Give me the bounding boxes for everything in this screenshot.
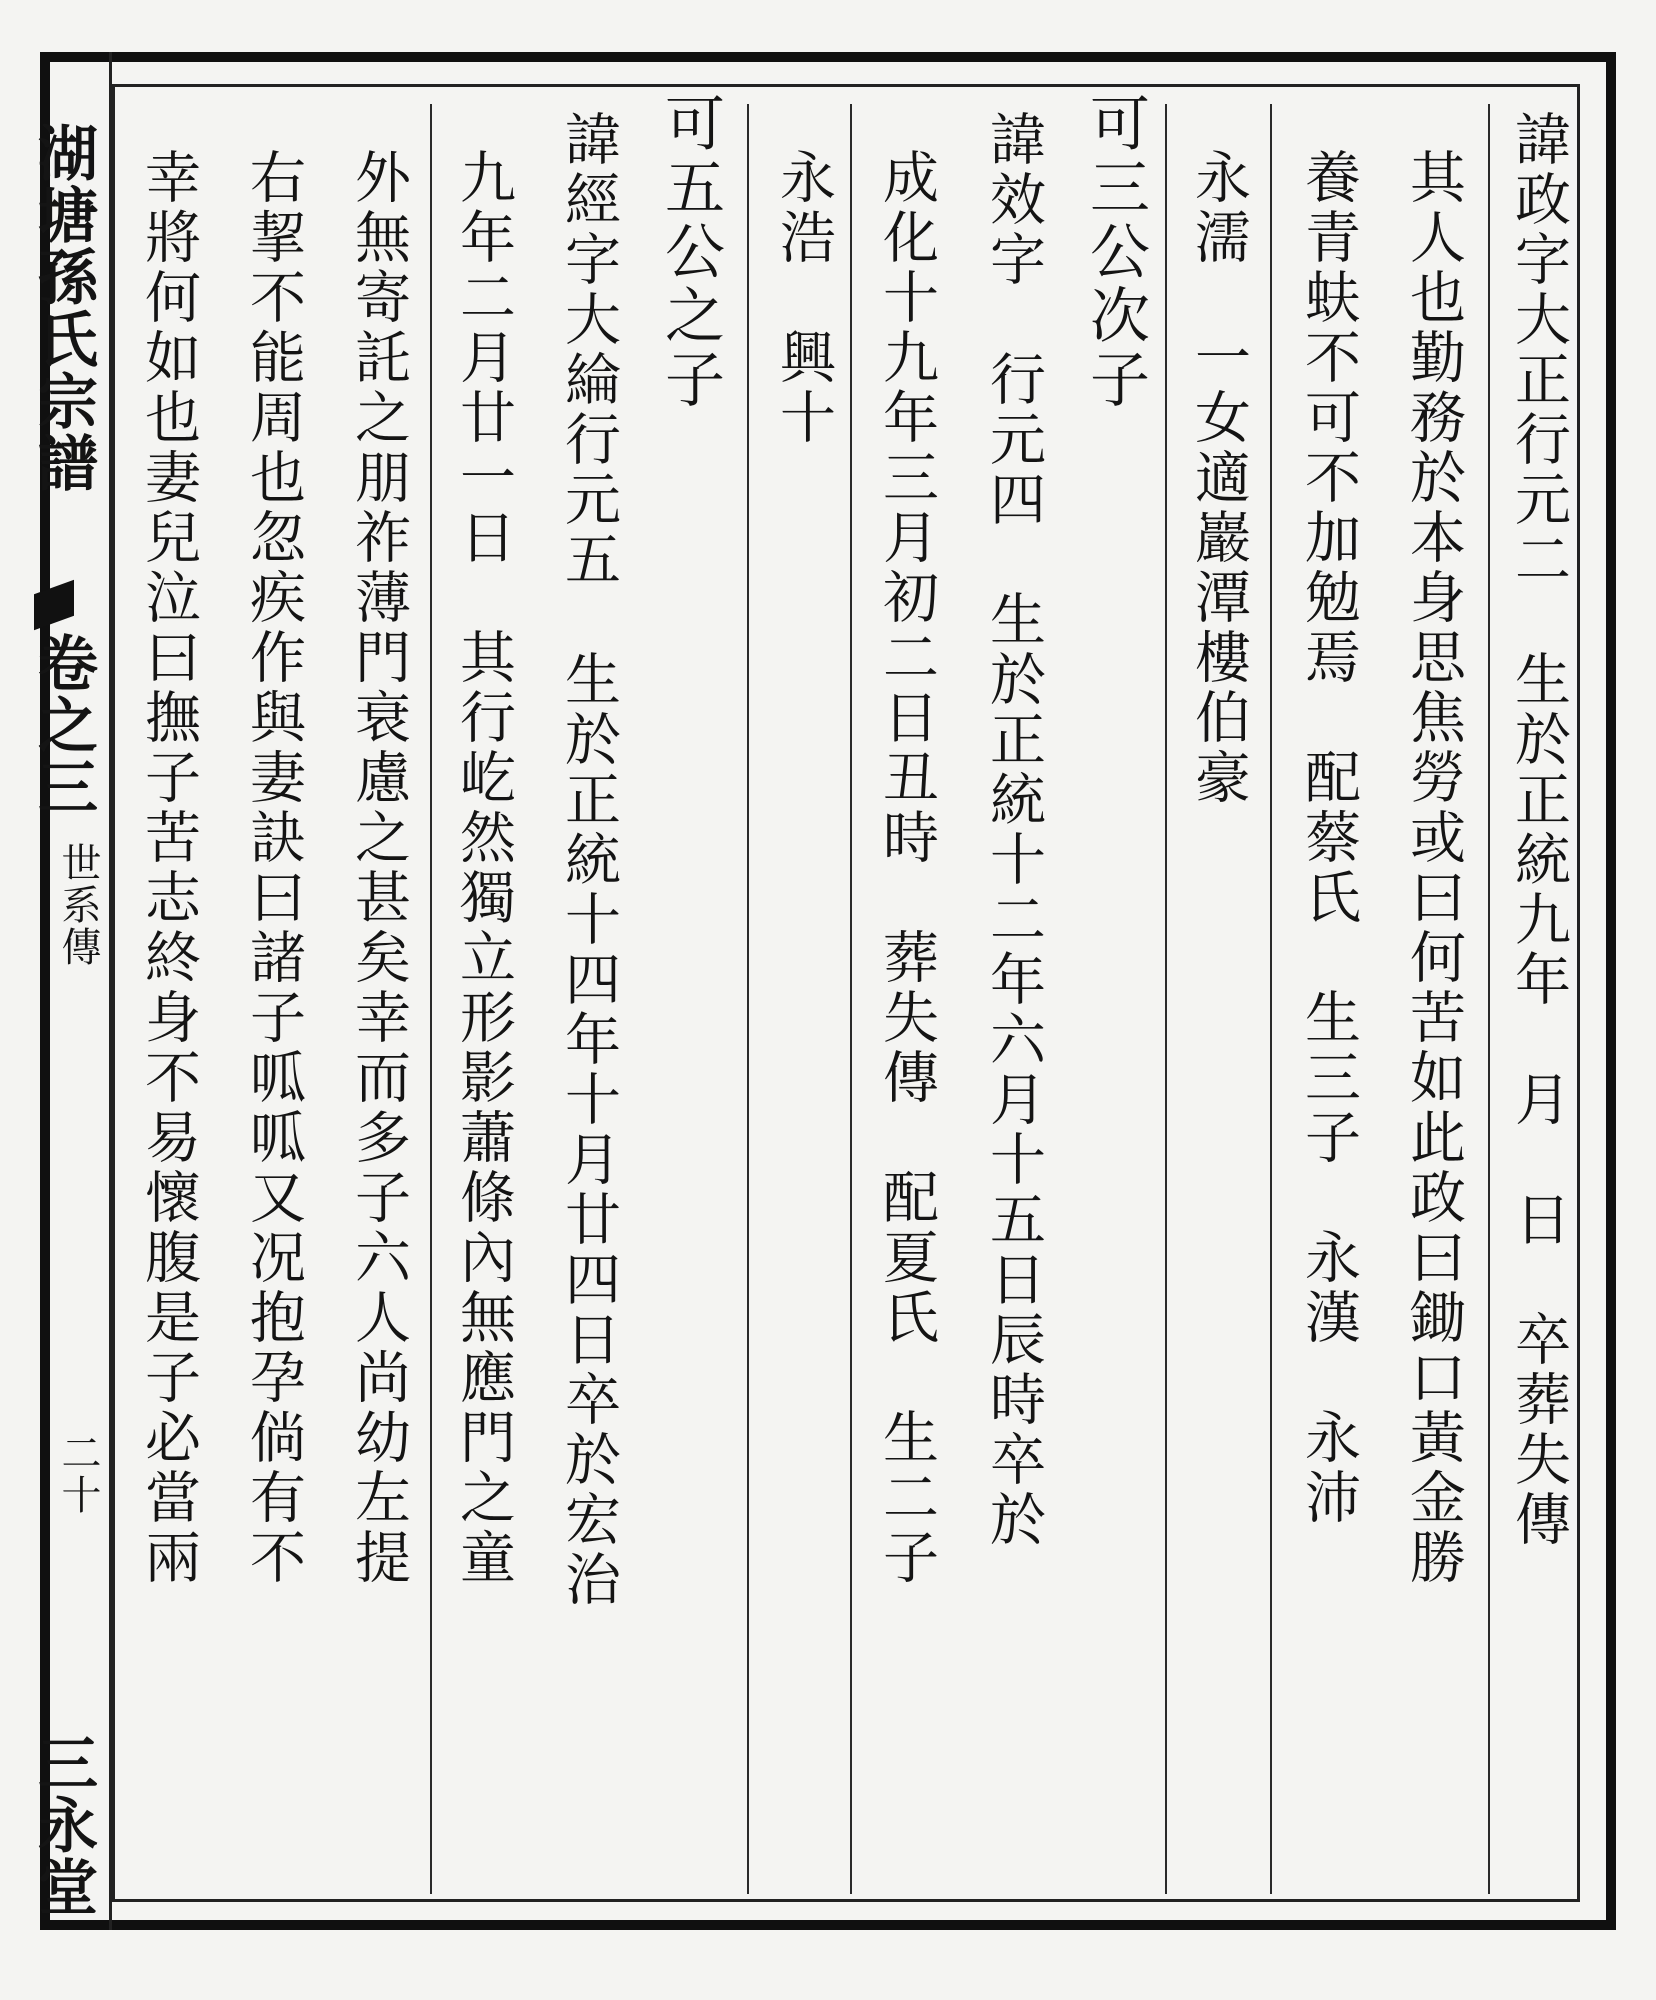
column-rule (430, 104, 432, 1894)
book-spine-margin (0, 52, 112, 1930)
text-column-13: 右挈不能周也忽疾作與妻訣曰諸子呱呱又况抱孕倘有不 (241, 148, 306, 1588)
text-column-3: 養青蚨不可不加勉焉 配蔡氏 生三子 永漢 永沛 (1296, 148, 1361, 1528)
spine-volume: 卷之三 (28, 632, 98, 818)
text-column-8: 永浩 興十 (771, 148, 836, 448)
fishtail-mark (34, 580, 74, 631)
text-column-14: 幸將何如也妻兒泣曰撫子苦志終身不易懷腹是子必當兩 (136, 148, 201, 1588)
column-rule (1165, 104, 1167, 1894)
spine-hall-name: 三永堂 (28, 1732, 98, 1918)
text-column-2: 其人也勤務於本身思焦勞或曰何苦如此政曰鋤口黃金勝 (1401, 148, 1466, 1588)
text-column-5: 可三公次子 (1080, 92, 1150, 412)
text-column-11: 九年二月廿一日 其行屹然獨立形影蕭條內無應門之童 (451, 148, 516, 1588)
column-rule (1488, 104, 1490, 1894)
column-rule (1270, 104, 1272, 1894)
column-rule (747, 104, 749, 1894)
text-column-4: 永濡 一女適巖潭樓伯豪 (1186, 148, 1251, 808)
text-column-6: 諱效字 行元四 生於正統十二年六月十五日辰時卒於 (981, 110, 1046, 1550)
spine-title: 湖塘孫氏宗譜 (28, 122, 98, 494)
spine-section: 世系傳 (55, 842, 101, 968)
text-column-10: 諱經字大綸行元五 生於正統十四年十月廿四日卒於宏治 (556, 110, 621, 1610)
column-rule (850, 104, 852, 1894)
spine-page-number: 二十 (55, 1432, 101, 1516)
text-column-9: 可五公之子 (655, 92, 725, 412)
text-column-1: 諱政字大正行元二 生於正統九年 月 日 卒葬失傳 (1506, 110, 1571, 1550)
text-column-12: 外無寄託之朋祚薄門衰慮之甚矣幸而多子六人尚幼左提 (346, 148, 411, 1588)
text-column-7: 成化十九年三月初二日丑時 葬失傳 配夏氏 生二子 (874, 148, 939, 1588)
